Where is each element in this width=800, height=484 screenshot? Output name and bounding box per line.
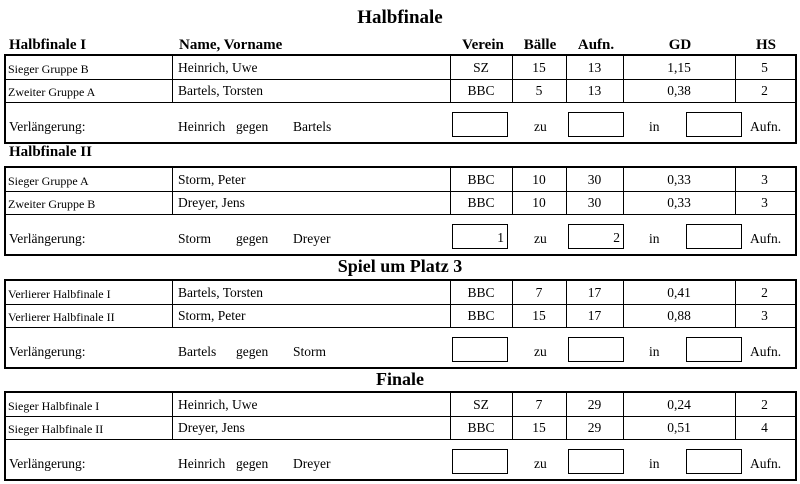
extension-against: gegen: [236, 231, 269, 246]
cell-gd: 1,15: [667, 60, 691, 75]
extension-in: in: [649, 231, 660, 246]
player-role: Verlierer Halbfinale II: [8, 310, 115, 324]
cell-hs: 4: [761, 420, 768, 435]
cell-hs: 2: [761, 83, 768, 98]
column-divider: [172, 281, 173, 328]
cell-gd: 0,88: [667, 308, 691, 323]
extension-input-v2[interactable]: 2: [568, 224, 624, 249]
cell-hs: 3: [761, 308, 768, 323]
extension-against: gegen: [236, 456, 269, 471]
cell-aufn: 30: [587, 172, 602, 187]
row-divider: [6, 416, 795, 417]
match-table: [4, 166, 797, 256]
column-divider: [450, 168, 451, 215]
extension-player-2: Bartels: [293, 119, 332, 134]
extension-label: Verlängerung:: [9, 344, 86, 359]
cell-aufn: 29: [587, 420, 602, 435]
cell-baelle: 5: [535, 83, 543, 98]
cell-aufn: 13: [587, 60, 602, 75]
header-baelle: Bälle: [523, 37, 557, 53]
extension-input-v2[interactable]: [568, 337, 624, 362]
extension-input-v3[interactable]: [686, 112, 742, 137]
extension-in: in: [649, 456, 660, 471]
cell-baelle: 15: [532, 60, 546, 75]
player-name: Bartels, Torsten: [178, 83, 264, 98]
extension-in: in: [649, 119, 660, 134]
column-divider: [450, 393, 451, 440]
cell-hs: 3: [761, 195, 768, 210]
extension-aufn: Aufn.: [750, 456, 782, 471]
cell-baelle: 15: [532, 420, 546, 435]
header-hs: HS: [755, 37, 776, 53]
cell-hs: 2: [761, 285, 768, 300]
section-title: Finale: [376, 369, 424, 389]
extension-aufn: Aufn.: [750, 119, 782, 134]
extension-zu: zu: [534, 231, 547, 246]
extension-aufn: Aufn.: [750, 344, 782, 359]
section-title: Halbfinale II: [9, 144, 92, 160]
player-name: Storm, Peter: [178, 308, 246, 323]
cell-gd: 0,33: [667, 172, 691, 187]
column-divider: [450, 56, 451, 103]
cell-aufn: 30: [587, 195, 602, 210]
cell-aufn: 29: [587, 397, 602, 412]
cell-verein: BBC: [467, 420, 495, 435]
section-title: Spiel um Platz 3: [337, 256, 463, 276]
extension-zu: zu: [534, 344, 547, 359]
player-role: Sieger Halbfinale II: [8, 422, 104, 436]
cell-gd: 0,38: [667, 83, 691, 98]
extension-aufn: Aufn.: [750, 231, 782, 246]
extension-zu: zu: [534, 119, 547, 134]
cell-verein: BBC: [467, 285, 495, 300]
match-table: [4, 279, 797, 369]
cell-baelle: 10: [532, 172, 546, 187]
header-gd: GD: [668, 37, 692, 53]
player-name: Heinrich, Uwe: [178, 397, 258, 412]
cell-hs: 5: [761, 60, 768, 75]
cell-gd: 0,41: [667, 285, 691, 300]
column-divider: [172, 56, 173, 103]
cell-baelle: 10: [532, 195, 546, 210]
player-name: Dreyer, Jens: [178, 420, 245, 435]
player-role: Verlierer Halbfinale I: [8, 287, 111, 301]
cell-baelle: 7: [535, 397, 543, 412]
player-role: Zweiter Gruppe B: [8, 197, 96, 211]
row-divider: [6, 214, 795, 215]
cell-hs: 2: [761, 397, 768, 412]
extension-label: Verlängerung:: [9, 119, 86, 134]
row-divider: [6, 191, 795, 192]
cell-verein: SZ: [473, 397, 489, 412]
match-table: [4, 54, 797, 144]
player-name: Heinrich, Uwe: [178, 60, 258, 75]
cell-verein: BBC: [467, 195, 495, 210]
cell-aufn: 13: [587, 83, 602, 98]
player-name: Storm, Peter: [178, 172, 246, 187]
extension-player-1: Bartels: [178, 344, 217, 359]
cell-gd: 0,33: [667, 195, 691, 210]
player-role: Zweiter Gruppe A: [8, 85, 96, 99]
extension-input-v2[interactable]: [568, 449, 624, 474]
cell-aufn: 17: [587, 285, 602, 300]
extension-input-v1[interactable]: [452, 337, 508, 362]
header-verein: Verein: [462, 37, 504, 53]
cell-verein: BBC: [467, 172, 495, 187]
column-divider: [450, 281, 451, 328]
player-name: Bartels, Torsten: [178, 285, 264, 300]
extension-label: Verlängerung:: [9, 231, 86, 246]
extension-player-1: Heinrich: [178, 456, 226, 471]
match-table: [4, 391, 797, 481]
header-name: Name, Vorname: [179, 37, 283, 53]
extension-player-2: Storm: [293, 344, 327, 359]
extension-input-v1[interactable]: 1: [452, 224, 508, 249]
extension-input-v3[interactable]: [686, 337, 742, 362]
row-divider: [6, 304, 795, 305]
row-divider: [6, 79, 795, 80]
header-section: Halbfinale I: [9, 37, 87, 53]
cell-aufn: 17: [587, 308, 602, 323]
extension-player-2: Dreyer: [293, 456, 331, 471]
extension-player-2: Dreyer: [293, 231, 331, 246]
extension-input-v1[interactable]: [452, 112, 508, 137]
extension-against: gegen: [236, 344, 269, 359]
cell-verein: BBC: [467, 308, 495, 323]
row-divider: [6, 439, 795, 440]
extension-player-1: Heinrich: [178, 119, 226, 134]
extension-against: gegen: [236, 119, 269, 134]
extension-input-v3[interactable]: [686, 224, 742, 249]
header-aufn: Aufn.: [577, 37, 615, 53]
column-divider: [172, 393, 173, 440]
row-divider: [6, 102, 795, 103]
row-divider: [6, 327, 795, 328]
player-role: Sieger Gruppe A: [8, 174, 89, 188]
cell-gd: 0,51: [667, 420, 691, 435]
cell-gd: 0,24: [667, 397, 691, 412]
player-role: Sieger Gruppe B: [8, 62, 89, 76]
extension-input-v2[interactable]: [568, 112, 624, 137]
cell-verein: BBC: [467, 83, 495, 98]
column-divider: [172, 168, 173, 215]
cell-baelle: 7: [535, 285, 543, 300]
extension-input-v3[interactable]: [686, 449, 742, 474]
page-title: Halbfinale: [357, 7, 443, 28]
player-role: Sieger Halbfinale I: [8, 399, 100, 413]
extension-player-1: Storm: [178, 231, 212, 246]
extension-label: Verlängerung:: [9, 456, 86, 471]
cell-baelle: 15: [532, 308, 546, 323]
extension-input-v1[interactable]: [452, 449, 508, 474]
extension-zu: zu: [534, 456, 547, 471]
player-name: Dreyer, Jens: [178, 195, 245, 210]
cell-verein: SZ: [473, 60, 489, 75]
extension-in: in: [649, 344, 660, 359]
cell-hs: 3: [761, 172, 768, 187]
